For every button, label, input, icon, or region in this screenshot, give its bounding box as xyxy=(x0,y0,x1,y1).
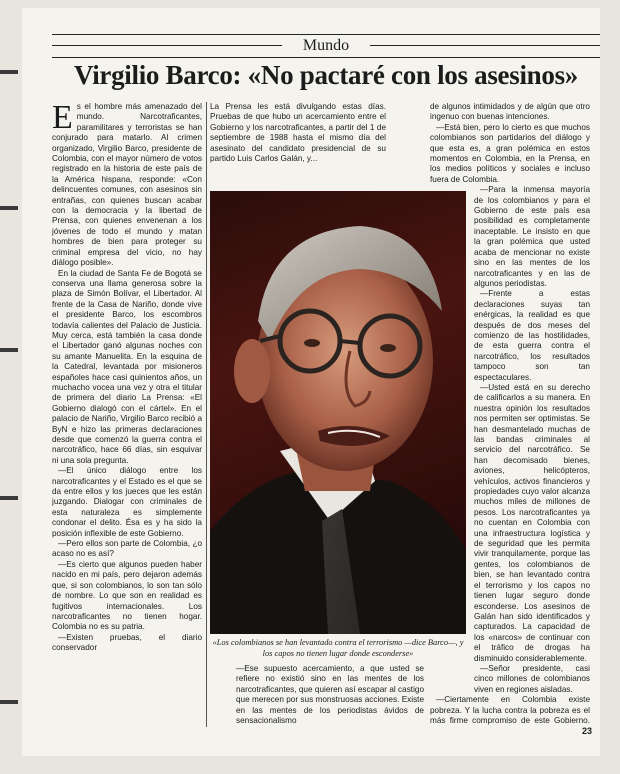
binder-hole xyxy=(0,70,18,74)
col1-paragraph: s el hombre más amenazado del mundo. Narcotraficantes, paramilitares y terroristas se han conjurado para matarlo. Al crimen organizado, Virgilio Barco, presidente de Colombia, con el mayor número de votos registrado en la historia de este país de la América hispana, responde: «Con delincuentes comunes, con asesinos sin entrañas, con quienes buscan acabar con la democracia y la libertad de Prensa, con quienes envenenan a los jóvenes de todo el mundo y matan hombres de bien para proteger su criminal empresa del vicio, no hay diálogo posible». xyxy=(52,102,202,268)
col2-paragraph: La Prensa les está divulgando estas días. Pruebas de que hubo un acercamiento entre el Gobierno y los narcotraficantes, a partir del 1 de septiembre de 1988 hasta el mismo día del asesinato del candidato presidencial de su partido Luis Carlos Galán, y... xyxy=(210,102,386,164)
column-divider xyxy=(206,102,207,727)
column-3 xyxy=(430,102,590,727)
section-label: Mundo xyxy=(302,37,350,54)
portrait-photo xyxy=(210,191,466,634)
col3-paragraph: de algunos intimidados y de algún que otro ingenuo con buenas intenciones. xyxy=(430,102,590,122)
col3-paragraph: —Señor presidente, casi cinco millones de colombianos viven en regiones aisladas. xyxy=(474,663,590,694)
binder-hole xyxy=(0,700,18,704)
section-header xyxy=(52,34,600,58)
column-1 xyxy=(52,102,202,727)
headline: Virgilio Barco: «No pactaré con los asesinos» xyxy=(74,60,578,90)
col3-paragraph: —Frente a estas declaraciones suyas tan enérgicas, la realidad es que después de dos meses del comienzo de las hostilidades, de esta guerra contra el narcotráfico, los resultados tampoco son tan espectaculares. xyxy=(474,289,590,382)
col3-paragraph: —Usted está en su derecho de calificarlos a su manera. En nuestra opinión los resultados nos permiten ser optimistas. Se han desmantelado muchas de las bandas criminales al servicio del narcotráfico. Se han decomisado bienes, aviones, helicópteros, vehículos, activos financieros y propiedades cuyo valor alcanza muchos miles de millones de pesos. Los narcotraficantes ya no cuentan en Colombia con una infraestructura logística y de seguridad que les permita vivir tranquilamente, porque las gentes, los colombianos de bien, se han levantado contra el terrorismo y los capos no tienen lugar seguro donde esconderse. Los asesinos de Galán han sido identificados y capturados. La capacidad de los «narcos» de continuar con el tráfico de drogas ha disminuido considerablemente. xyxy=(474,382,590,663)
binder-hole xyxy=(0,496,18,500)
col3-wrap xyxy=(474,185,590,695)
col3-paragraph: —Para la inmensa mayoría de los colombianos y para el Gobierno de este país esa posibilidad es completamente inaceptable. Le insisto en que la gran polémica que usted acaba de mencionar no existe sino en las mentes de los narcotraficantes y en las de algunos periodistas. xyxy=(474,185,590,288)
col1-paragraph: En la ciudad de Santa Fe de Bogotá se conserva una llama generosa sobre la plaza de Simón Bolívar, el Libertador. Al frente de la Casa de Nariño, donde vive el presidente Barco, los escombros todavía calientes del Palacio de Justicia. Muy cerca, está también la casa donde el Libertador ganó algunas noches con su amante Manuelita. En la esquina de la Catedral, levantada por misioneros españoles hace casi quinientos años, un muchacho voceа una vez y otra el titular de primera del diario La Prensa: «El Gobierno dialogó con el cártel». En el palacio de Nariño, Virgilio Barco recibió a ByN e hizo las primeras declaraciones desde que comenzó la guerra contra el narcotráfico, hace 66 días, sin esquivar ni una sola pregunta. xyxy=(52,268,202,465)
col1-paragraph: —Es cierto que algunos pueden haber nacido en mi país, pero dejaron además que, si son colombianos, lo son tan sólo de nombre. Lo que son en realidad es fugitivos internacionales. Los narcotraficantes no tienen hogar. Colombia no es su patria. xyxy=(52,559,202,632)
column-2-top xyxy=(210,102,386,182)
photo-caption: «Los colombianos se han levantado contra el terrorismo —dice Barco—, y los capos no tienen lugar donde esconderse» xyxy=(212,638,464,658)
col3-paragraph: —Está bien, pero lo cierto es que muchos colombianos son partidarios del diálogo y que esta es, a gran polémica en estos momentos en Colombia, en la Prensa, en los medios políticos y sociales e incluso fuera de Colombia. xyxy=(430,122,590,184)
dropcap: E xyxy=(52,102,73,136)
col2-paragraph: —Ese supuesto acercamiento, a que usted se refiere no existió sino en las mentes de los narcotraficantes, que quieren así escapar al castigo que merecen por sus monstruosas acciones. Existe en las mentes de los periodistas ávidos de sensacionalismo xyxy=(236,664,424,726)
binder-hole xyxy=(0,206,18,210)
page-number: 23 xyxy=(581,726,592,736)
binder-hole xyxy=(0,348,18,352)
col1-paragraph: —Pero ellos son parte de Colombia, ¿o acaso no es así? xyxy=(52,539,202,559)
magazine-page xyxy=(22,8,600,756)
portrait-illustration xyxy=(210,191,466,634)
col1-paragraph: —Existen pruebas, el diario conservador xyxy=(52,632,202,653)
column-2-bottom xyxy=(236,664,424,728)
section-rule-right xyxy=(370,45,600,46)
col3-paragraph: —Ciertamente en Colombia existe pobreza. Y la lucha contra la pobreza es el más firme compromiso de este Gobierno. xyxy=(430,695,590,725)
col1-paragraph: —El único diálogo entre los narcotraficantes y el Estado es el que se da entre ellos y los jueces que les están juzgando. Dialogar con criminales de esta naturaleza es simplemente condonar el delito. Ésa es y ha sido la posición inflexible de este Gobierno. xyxy=(52,466,202,538)
